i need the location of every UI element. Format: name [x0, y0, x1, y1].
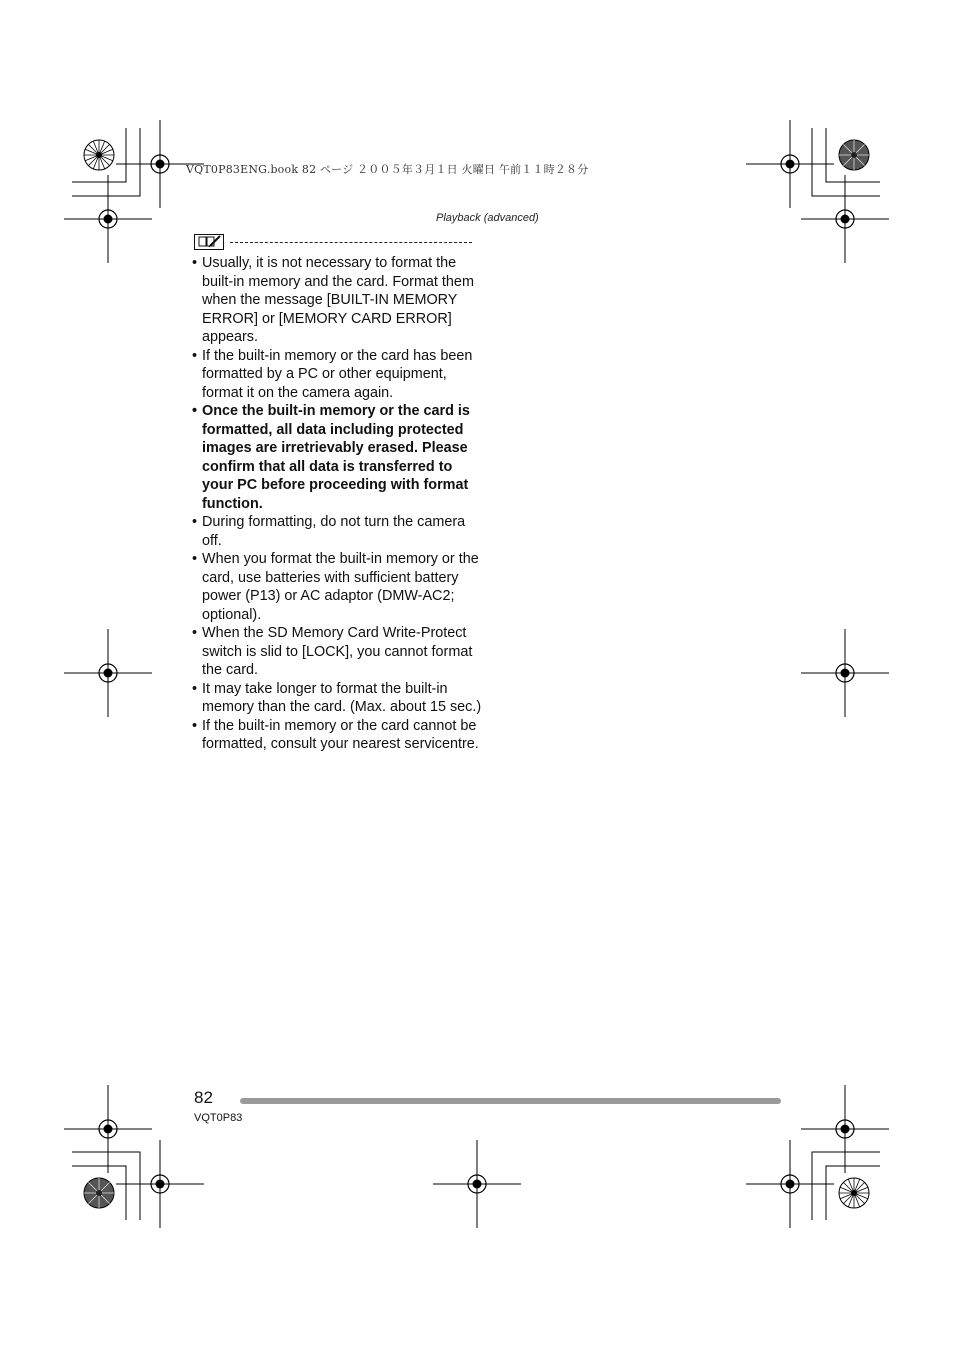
model-code: VQT0P83	[194, 1112, 243, 1124]
bullet: •	[192, 551, 198, 567]
note-text: When you format the built-in memory or the card, use batteries with sufficient battery power (P13) or AC adaptor (DMW-AC2; optional).	[202, 551, 479, 623]
note-header	[194, 234, 478, 252]
note-text: It may take longer to format the built-in memory than the card. (Max. about 15 sec.)	[202, 680, 482, 715]
page-number: 82	[194, 1088, 213, 1107]
note-text: Once the built-in memory or the card is formatted, all data including protected images are irretrievably erased. Please confirm that all data is transferred to your PC before proceeding with format function.	[202, 403, 470, 512]
note-item-warning	[192, 402, 482, 513]
note-item	[192, 347, 482, 403]
bullet: •	[192, 403, 198, 419]
note-item	[192, 550, 482, 624]
bullet: •	[192, 717, 198, 734]
note-item	[192, 624, 482, 680]
bullet: •	[192, 680, 198, 697]
note-item	[192, 513, 482, 550]
bullet: •	[192, 255, 198, 271]
note-text: When the SD Memory Card Write-Protect switch is slid to [LOCK], you cannot format the card.	[202, 625, 473, 678]
section-title: Playback (advanced)	[436, 212, 539, 224]
note-item	[192, 680, 482, 717]
bullet: •	[192, 347, 198, 364]
footer-rule	[240, 1098, 781, 1104]
note-dashed-rule	[230, 242, 472, 243]
print-header: VQT0P83ENG.book 82 ページ ２００５年３月１日 火曜日 午前１１時２８分	[186, 163, 589, 176]
note-text: Usually, it is not necessary to format the built-in memory and the card. Format them when the message [BUILT-IN MEMORY ERROR] or [MEMORY CARD ERROR] appears.	[202, 255, 474, 345]
bullet: •	[192, 514, 198, 530]
note-text: During formatting, do not turn the camera off.	[202, 514, 466, 549]
note-text: If the built-in memory or the card has been formatted by a PC or other equipment, format it on the camera again.	[202, 347, 473, 401]
note-item	[192, 717, 482, 754]
note-text: If the built-in memory or the card cannot be formatted, consult your nearest servicentre.	[202, 717, 479, 752]
notes-list	[192, 254, 482, 754]
note-item	[192, 254, 482, 347]
note-pencil-icon	[194, 234, 224, 250]
bullet: •	[192, 625, 198, 641]
